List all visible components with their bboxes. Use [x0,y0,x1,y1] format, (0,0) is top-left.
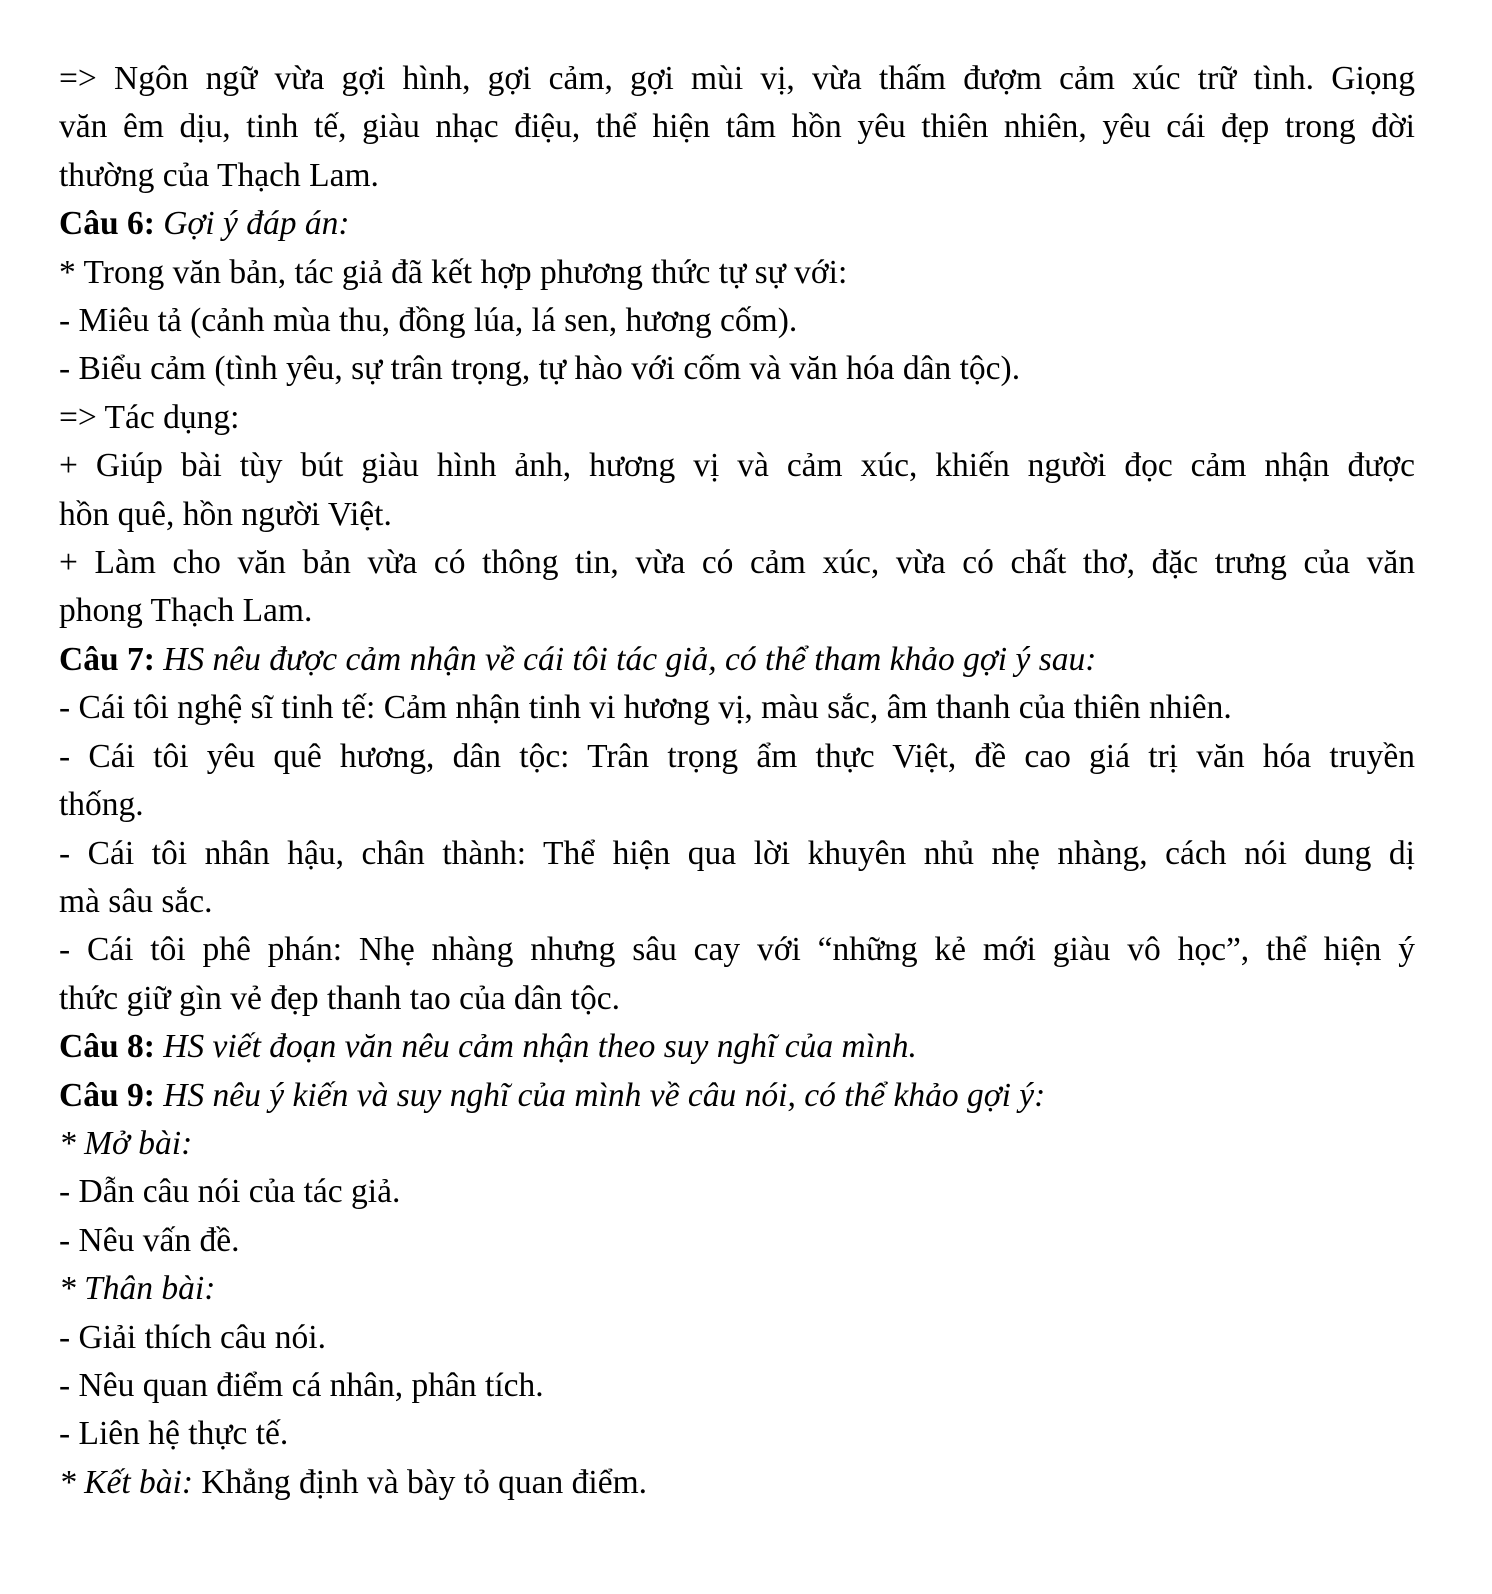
question-text: Gợi ý đáp án: [163,205,350,243]
paragraph-line: thống. [59,786,144,824]
list-item: - Biểu cảm (tình yêu, sự trân trọng, tự hào với cốm và văn hóa dân tộc). [59,350,1021,388]
paragraph-line: * Trong văn bản, tác giả đã kết hợp phương thức tự sự với: [59,253,848,291]
list-item: - Giải thích câu nói. [59,1318,326,1356]
paragraph-line: mà sâu sắc. [59,882,213,920]
list-item: - Miêu tả (cảnh mùa thu, đồng lúa, lá sen, hương cốm). [59,302,798,340]
list-item: - Nêu vấn đề. [59,1221,240,1259]
question-label: Câu 6: [59,205,155,243]
section-heading-mo-bai: * Mở bài: [59,1124,193,1162]
paragraph-line: thức giữ gìn vẻ đẹp thanh tao của dân tộc. [59,979,620,1017]
document-page [59,55,1415,1507]
list-item: - Cái tôi nghệ sĩ tinh tế: Cảm nhận tinh vi hương vị, màu sắc, âm thanh của thiên nhiên. [59,689,1232,727]
question-text: HS nêu được cảm nhận về cái tôi tác giả, có thể tham khảo gợi ý sau: [163,640,1097,678]
question-text: HS viết đoạn văn nêu cảm nhận theo suy nghĩ của mình. [163,1028,917,1066]
question-label: Câu 7: [59,640,155,678]
question-label: Câu 9: [59,1076,155,1114]
paragraph-line: => Ngôn ngữ vừa gợi hình, gợi cảm, gợi mùi vị, vừa thấm đượm cảm xúc trữ tình. Giọng [59,60,1415,97]
question-6-heading [59,200,1415,248]
section-ket-bai [59,1459,1415,1507]
list-item: - Nêu quan điểm cá nhân, phân tích. [59,1366,544,1404]
question-8-heading [59,1023,1415,1071]
question-label: Câu 8: [59,1028,155,1066]
paragraph-line: => Tác dụng: [59,398,240,436]
paragraph-line: phong Thạch Lam. [59,592,313,630]
list-item: - Liên hệ thực tế. [59,1415,289,1453]
section-heading-ket-bai: * Kết bài: [59,1463,193,1501]
paragraph-line: thường của Thạch Lam. [59,156,379,194]
section-heading-than-bai: * Thân bài: [59,1270,216,1308]
question-text: HS nêu ý kiến và suy nghĩ của mình về câu nói, có thể khảo gợi ý: [163,1076,1046,1114]
list-item: + Làm cho văn bản vừa có thông tin, vừa có cảm xúc, vừa có chất thơ, đặc trưng của văn [59,544,1415,582]
paragraph-line: văn êm dịu, tinh tế, giàu nhạc điệu, thể hiện tâm hồn yêu thiên nhiên, yêu cái đẹp trong đời [59,108,1415,146]
list-item: - Cái tôi nhân hậu, chân thành: Thể hiện qua lời khuyên nhủ nhẹ nhàng, cách nói dung dị [59,834,1415,872]
paragraph-line: hồn quê, hồn người Việt. [59,495,392,533]
list-item: - Cái tôi phê phán: Nhẹ nhàng nhưng sâu cay với “những kẻ mới giàu vô học”, thể hiện ý [59,931,1415,969]
section-text: Khẳng định và bày tỏ quan điểm. [201,1463,648,1501]
question-7-heading [59,636,1415,684]
list-item: - Dẫn câu nói của tác giả. [59,1173,401,1211]
question-9-heading [59,1072,1415,1120]
list-item: + Giúp bài tùy bút giàu hình ảnh, hương vị và cảm xúc, khiến người đọc cảm nhận được [59,447,1415,485]
list-item: - Cái tôi yêu quê hương, dân tộc: Trân trọng ẩm thực Việt, đề cao giá trị văn hóa truyền [59,737,1415,775]
